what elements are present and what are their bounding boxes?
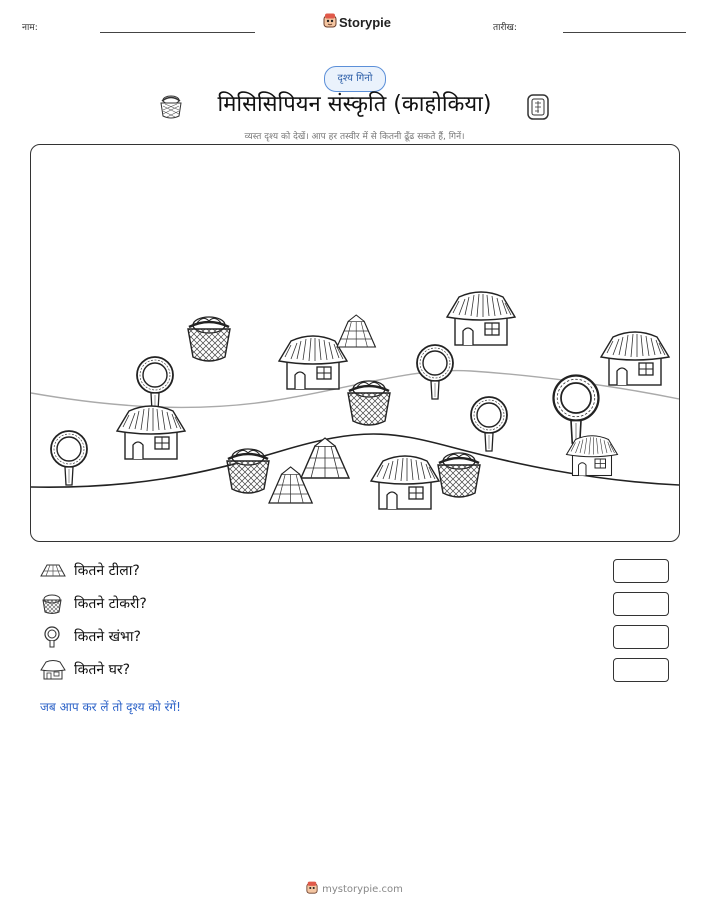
pole-icon bbox=[40, 626, 64, 648]
hut-6 bbox=[371, 456, 439, 509]
coloring-prompt: जब आप कर लें तो दृश्य को रंगें! bbox=[40, 700, 181, 714]
basket-1 bbox=[188, 317, 230, 361]
question-label: कितने घर? bbox=[74, 662, 131, 678]
scene-illustration bbox=[31, 145, 679, 541]
activity-badge: दृश्य गिनो bbox=[324, 66, 386, 92]
basket-2 bbox=[348, 381, 390, 425]
date-label: तारीख: bbox=[493, 23, 517, 33]
hut-icon bbox=[40, 659, 66, 681]
name-label: नाम: bbox=[22, 23, 38, 33]
name-line[interactable] bbox=[100, 32, 255, 33]
brand-name: Storypie bbox=[339, 15, 392, 30]
basket-3 bbox=[227, 449, 269, 493]
pole-3 bbox=[417, 345, 453, 399]
question-label: कितने खंभा? bbox=[74, 629, 141, 645]
pole-4 bbox=[471, 397, 507, 451]
mound-1 bbox=[337, 315, 375, 347]
storypie-mascot-icon bbox=[323, 13, 337, 29]
hut-5 bbox=[567, 436, 618, 476]
brand-logo bbox=[323, 13, 337, 33]
hut-3 bbox=[447, 292, 515, 345]
basket-4 bbox=[438, 453, 480, 497]
mound-icon bbox=[40, 560, 66, 580]
hut-1 bbox=[117, 406, 185, 459]
answer-box-baskets[interactable] bbox=[613, 592, 669, 616]
title-tablet-icon bbox=[525, 93, 551, 125]
question-label: कितने टीला? bbox=[74, 563, 140, 579]
pole-1 bbox=[137, 357, 173, 411]
answer-box-mounds[interactable] bbox=[613, 559, 669, 583]
answer-box-poles[interactable] bbox=[613, 625, 669, 649]
date-line[interactable] bbox=[563, 32, 686, 33]
footer bbox=[0, 881, 709, 895]
footer-url[interactable]: mystorypie.com bbox=[322, 884, 403, 895]
page-title: मिसिसिपियन संस्कृति (काहोकिया) bbox=[217, 92, 492, 117]
scene-panel bbox=[30, 144, 680, 542]
instructions: व्यस्त दृश्य को देखें। आप हर तस्वीर में से कितनी ढूँढ सकते हैं, गिनें। bbox=[244, 132, 465, 142]
basket-icon bbox=[40, 593, 64, 615]
pole-2 bbox=[51, 431, 87, 485]
hut-2 bbox=[279, 336, 347, 389]
pole-5 bbox=[554, 376, 599, 444]
answer-box-huts[interactable] bbox=[613, 658, 669, 682]
hut-4 bbox=[601, 332, 669, 385]
question-label: कितने टोकरी? bbox=[74, 596, 147, 612]
storypie-mascot-icon bbox=[306, 881, 318, 895]
